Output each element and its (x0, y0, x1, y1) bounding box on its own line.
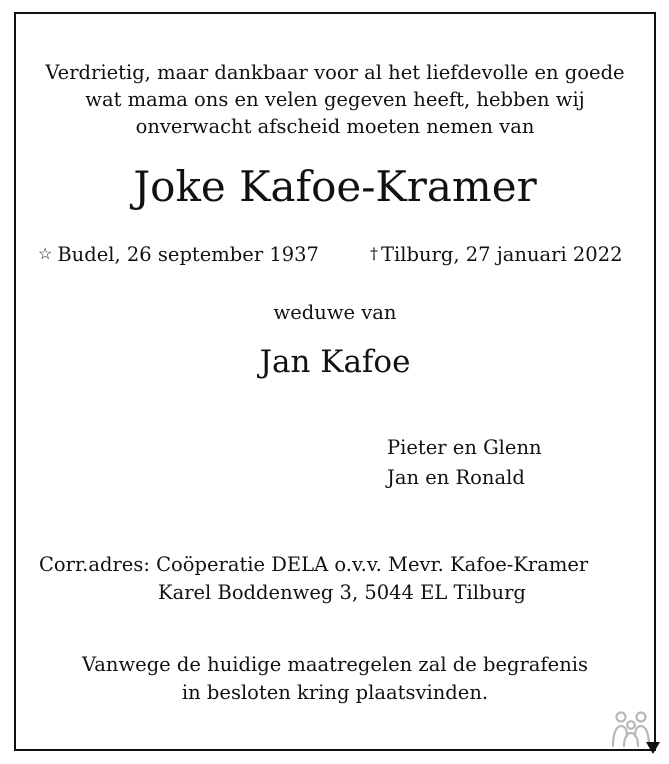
spouse-name: Jan Kafoe (259, 344, 411, 380)
correspondence-line-1: Corr.adres: Coöperatie DELA o.v.v. Mevr. Kafoe-Kramer (39, 553, 589, 576)
intro-line-1: Verdrietig, maar dankbaar voor al het liefdevolle en goede (45, 61, 625, 84)
death-info (370, 240, 623, 268)
correspondence-line-2: Karel Boddenweg 3, 5044 EL Tilburg (158, 581, 526, 604)
closing-line-2: in besloten kring plaatsvinden. (181, 681, 489, 704)
intro-line-2: wat mama ons en velen gegeven heeft, hebben wij (85, 88, 585, 111)
family-member-1: Pieter en Glenn (387, 436, 542, 459)
family-member-2: Jan en Ronald (387, 466, 525, 489)
closing-line-1: Vanwege de huidige maatregelen zal de begrafenis (81, 653, 588, 676)
arrow-down-icon[interactable] (646, 742, 660, 754)
death-text: Tilburg, 27 januari 2022 (381, 243, 623, 266)
intro-line-3: onverwacht afscheid moeten nemen van (135, 115, 535, 138)
cross-icon: † (370, 244, 378, 263)
birth-text: Budel, 26 september 1937 (57, 243, 319, 266)
star-icon: ☆ (38, 244, 53, 263)
birth-info (38, 240, 319, 268)
relation-label: weduwe van (273, 301, 397, 324)
deceased-name: Joke Kafoe-Kramer (133, 162, 537, 211)
